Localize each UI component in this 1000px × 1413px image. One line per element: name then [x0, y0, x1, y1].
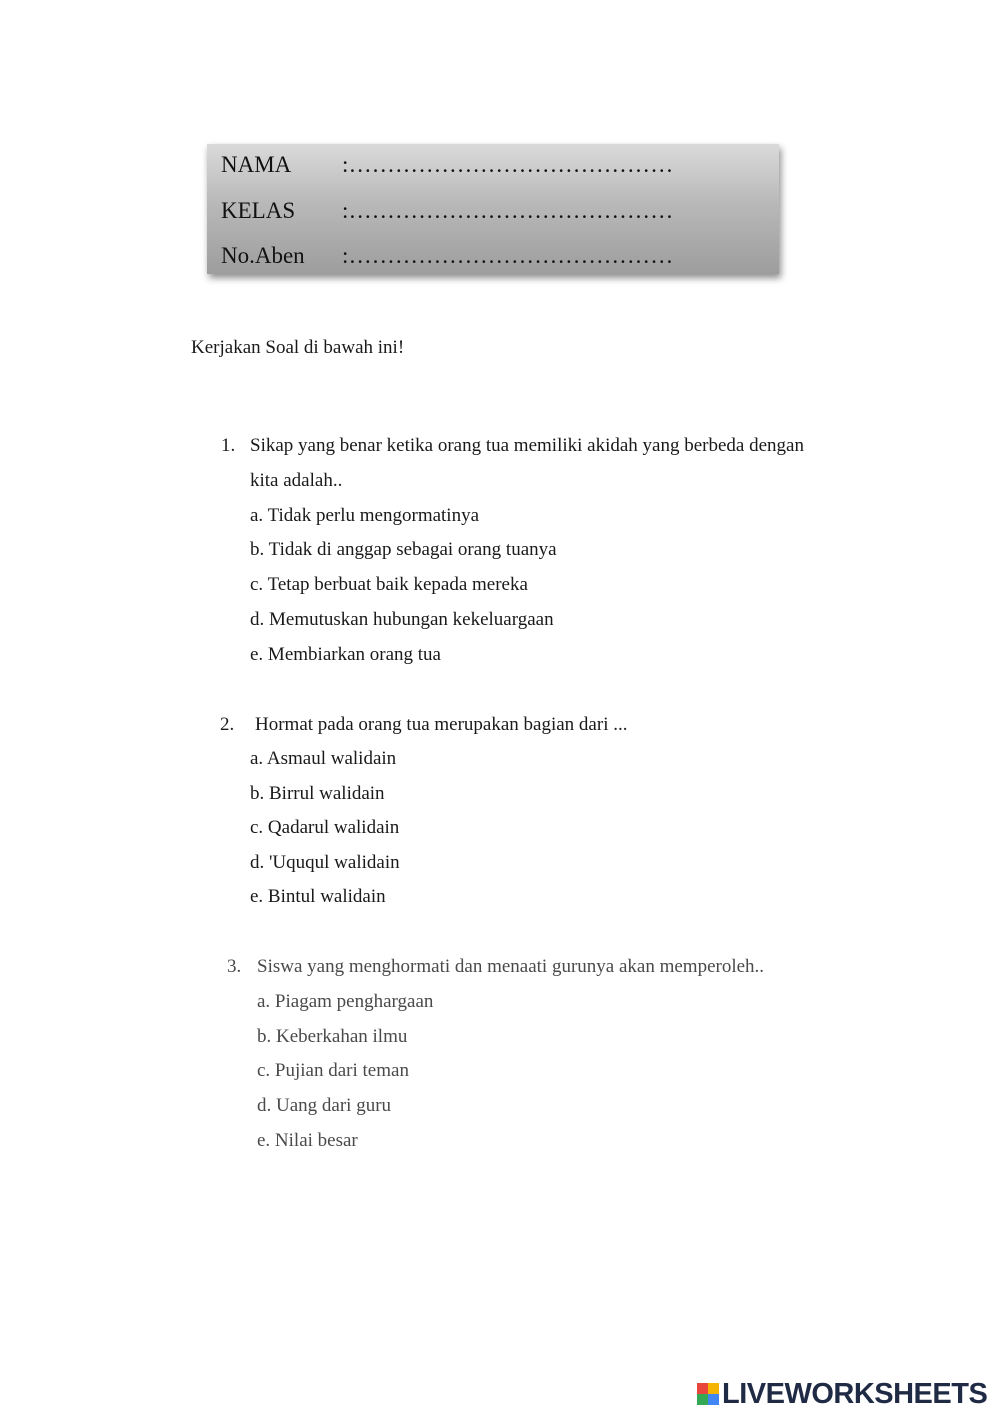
- question-2-text: Hormat pada orang tua merupakan bagian dari ...: [255, 714, 628, 735]
- class-field[interactable]: :……………………………………: [342, 198, 674, 223]
- question-1-option-e[interactable]: e. Membiarkan orang tua: [250, 644, 441, 665]
- question-3-option-e[interactable]: e. Nilai besar: [257, 1130, 358, 1151]
- student-info-box: [207, 144, 779, 274]
- question-3-text: Siswa yang menghormati dan menaati gurunya akan memperoleh..: [257, 956, 765, 977]
- question-1-text: Sikap yang benar ketika orang tua memiliki akidah yang berbeda dengan: [250, 435, 804, 456]
- liveworksheets-logo: [697, 1377, 987, 1411]
- name-field[interactable]: :……………………………………: [342, 152, 674, 177]
- question-2-option-d[interactable]: d. 'Uququl walidain: [250, 852, 400, 873]
- question-1-option-c[interactable]: c. Tetap berbuat baik kepada mereka: [250, 574, 528, 595]
- absence-number-field[interactable]: :……………………………………: [342, 243, 674, 268]
- question-3-option-b[interactable]: b. Keberkahan ilmu: [257, 1026, 408, 1047]
- question-2-option-a[interactable]: a. Asmaul walidain: [250, 748, 397, 769]
- liveworksheets-logo-text: LIVEWORKSHEETS: [722, 1377, 988, 1410]
- liveworksheets-logo-icon: [697, 1383, 719, 1405]
- question-1-option-a[interactable]: a. Tidak perlu mengormatinya: [250, 505, 480, 526]
- question-1-number: 1.: [221, 435, 236, 456]
- class-label: KELAS: [221, 198, 296, 223]
- absence-number-label: No.Aben: [221, 243, 305, 268]
- question-1-text-continued: kita adalah..: [250, 470, 343, 491]
- question-2-option-c[interactable]: c. Qadarul walidain: [250, 817, 400, 838]
- question-3-option-d[interactable]: d. Uang dari guru: [257, 1095, 392, 1116]
- question-2-option-e[interactable]: e. Bintul walidain: [250, 886, 386, 907]
- question-2-option-b[interactable]: b. Birrul walidain: [250, 783, 385, 804]
- question-1-option-b[interactable]: b. Tidak di anggap sebagai orang tuanya: [250, 539, 557, 560]
- name-label: NAMA: [221, 152, 292, 177]
- question-3-number: 3.: [227, 956, 242, 977]
- instruction-text: Kerjakan Soal di bawah ini!: [191, 337, 405, 358]
- question-1-option-d[interactable]: d. Memutuskan hubungan kekeluargaan: [250, 609, 554, 630]
- question-3-option-c[interactable]: c. Pujian dari teman: [257, 1060, 409, 1081]
- question-3-option-a[interactable]: a. Piagam penghargaan: [257, 991, 434, 1012]
- question-2-number: 2.: [220, 714, 235, 735]
